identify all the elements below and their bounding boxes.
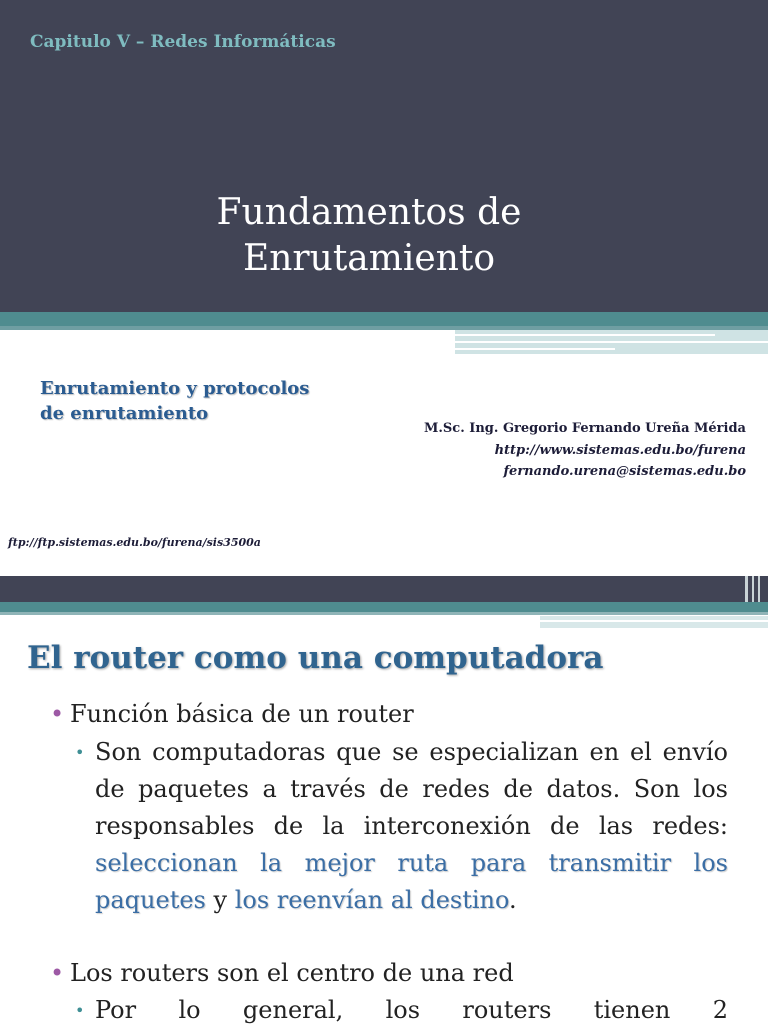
subtitle-line-2: de enrutamiento <box>40 403 209 424</box>
text-run: y <box>205 886 235 914</box>
author-website[interactable]: http://www.sistemas.edu.bo/furena <box>494 442 746 458</box>
sub-bullet-text <box>75 734 728 919</box>
teal-stripe <box>0 602 768 612</box>
content-slide <box>0 576 768 1024</box>
subtitle-line-1: Enrutamiento y protocolos <box>40 378 310 399</box>
bullet-dot-icon: • <box>50 959 65 987</box>
title-line-2: Enrutamiento <box>242 238 496 279</box>
chapter-label: Capitulo V – Redes Informáticas <box>30 32 336 52</box>
sub-bullet-item-1 <box>75 734 728 919</box>
bullet-text: Los routers son el centro de una red <box>70 959 514 987</box>
decor-vertical-line <box>745 576 748 602</box>
highlighted-text: seleccionan la mejor ruta para transmitir los paquetes <box>95 849 728 914</box>
sub-bullet-text: Por lo general, los routers tienen 2 <box>95 996 728 1024</box>
content-header-band <box>0 576 768 602</box>
sub-bullet-dot-icon: • <box>75 1001 85 1020</box>
ftp-link[interactable]: ftp://ftp.sistemas.edu.bo/furena/sis3500a <box>8 536 261 549</box>
author-block <box>424 418 746 483</box>
slide-title: El router como una computadora <box>27 640 604 676</box>
bullet-dot-icon: • <box>50 700 65 728</box>
text-run: Son computadoras que se especializan en el envío de paquetes a través de redes de datos. Son los responsables de la interconexión de las redes: <box>95 738 728 840</box>
bullet-item-2 <box>50 955 514 991</box>
decor-line <box>455 334 715 336</box>
bullet-item-1 <box>50 696 414 732</box>
decor-line <box>455 348 615 350</box>
sub-bullet-dot-icon: • <box>75 743 85 762</box>
teal-stripe-thin <box>0 612 768 615</box>
bullet-text: Función básica de un router <box>70 700 414 728</box>
presentation-title <box>0 190 738 282</box>
author-email[interactable]: fernando.urena@sistemas.edu.bo <box>503 464 746 479</box>
teal-stripe <box>0 312 768 326</box>
author-name: M.Sc. Ing. Gregorio Fernando Ureña Mérida <box>424 421 746 436</box>
title-line-1: Fundamentos de <box>216 192 522 233</box>
presentation-subtitle <box>40 376 309 426</box>
highlighted-text: los reenvían al destino <box>234 886 510 914</box>
decor-lines-block <box>540 616 768 628</box>
decor-vertical-line <box>758 576 760 602</box>
decor-vertical-line <box>752 576 754 602</box>
decor-line <box>540 620 768 622</box>
sub-bullet-item-2 <box>75 992 728 1024</box>
text-run: . <box>509 886 517 914</box>
decor-line <box>455 341 768 343</box>
